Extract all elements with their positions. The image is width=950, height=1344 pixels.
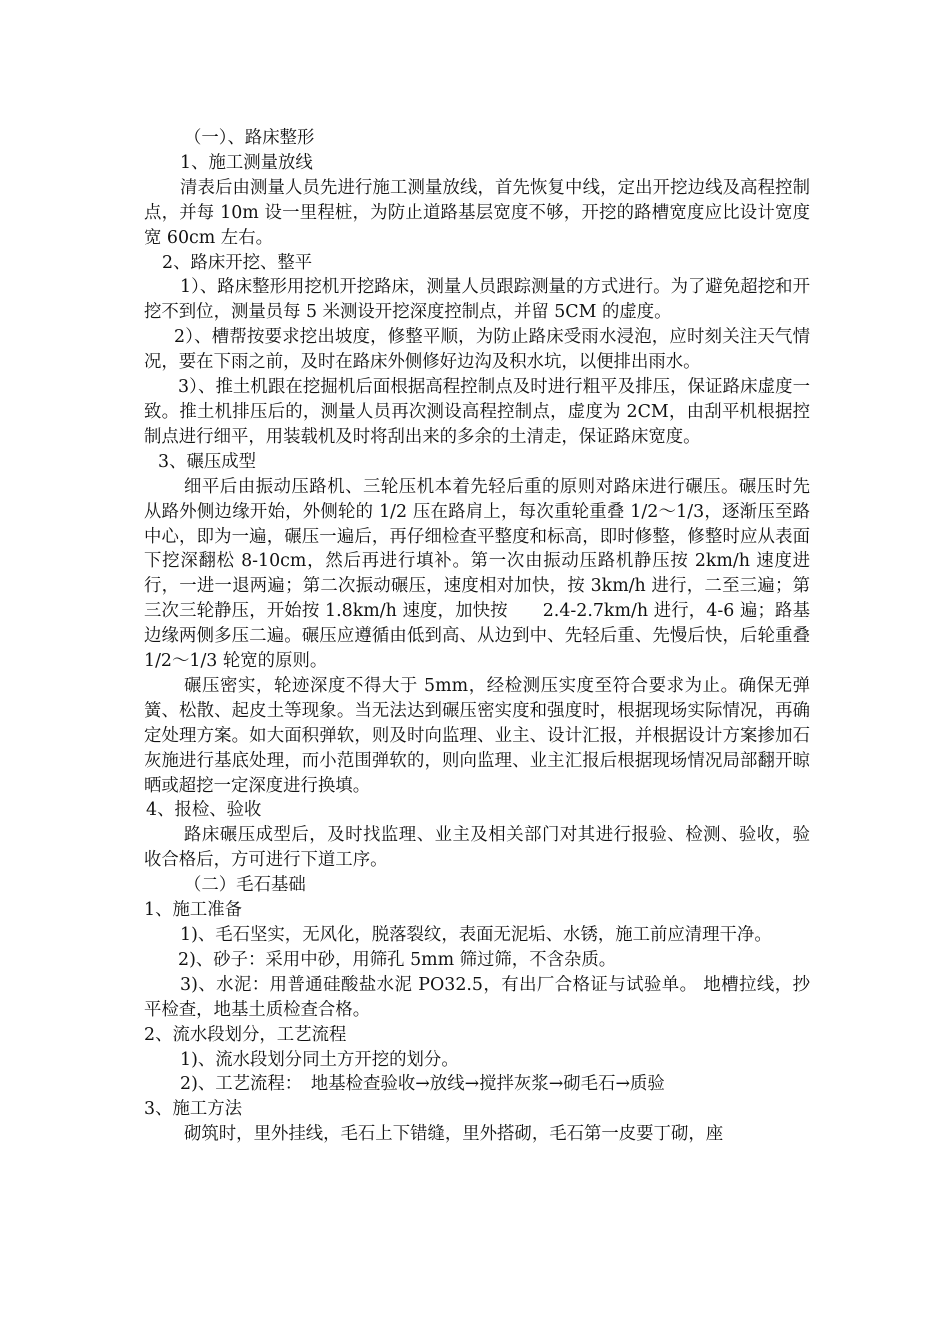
paragraph: 1）、路床整形用挖机开挖路床，测量人员跟踪测量的方式进行。为了避免超挖和开挖不到位，测量员每 5 米测设开挖深度控制点，并留 5CM 的虚度。 (144, 277, 810, 323)
subsection-heading: 3、施工方法 (144, 1099, 243, 1120)
paragraph: 砌筑时，里外挂线，毛石上下错缝，里外搭砌，毛石第一皮要丁砌，座 (184, 1124, 724, 1145)
paragraph: 清表后由测量人员先进行施工测量放线，首先恢复中线，定出开挖边线及高程控制点，并每 10m 设一里程桩，为防止道路基层宽度不够，开挖的路槽宽度应比设计宽度宽 60cm 左右。 (144, 177, 810, 248)
paragraph: 路床碾压成型后，及时找监理、业主及相关部门对其进行报验、检测、验收，验收合格后，方可进行下道工序。 (144, 825, 810, 871)
document-body (144, 126, 810, 1147)
subsection-heading: 2、流水段划分，工艺流程 (144, 1024, 347, 1045)
paragraph: 1)、流水段划分同土方开挖的划分。 (180, 1049, 459, 1070)
subsection-heading: 1、施工测量放线 (180, 152, 313, 173)
paragraph: 2）、槽帮按要求挖出坡度，修整平顺，为防止路床受雨水浸泡，应时刻关注天气情况，要在下雨之前，及时在路床外侧修好边沟及积水坑，以便排出雨水。 (144, 327, 810, 373)
paragraph: 3）、推土机跟在挖掘机后面根据高程控制点及时进行粗平及排压，保证路床虚度一致。推土机排压后的，测量人员再次测设高程控制点，虚度为 2CM，由刮平机根据控制点进行细平，用装载机及时将刮出来的多余的土清走，保证路床宽度。 (144, 377, 810, 447)
paragraph: 2)、工艺流程： 地基检查验收→放线→搅拌灰浆→砌毛石→质验 (180, 1074, 665, 1095)
paragraph: 3)、水泥：用普通硅酸盐水泥 PO32.5，有出厂合格证与试验单。 地槽拉线，抄平检查，地基土质检查合格。 (144, 974, 810, 1020)
paragraph: 细平后由振动压路机、三轮压机本着先轻后重的原则对路床进行碾压。碾压时先从路外侧边缘开始，外侧轮的 1/2 压在路肩上，每次重轮重叠 1/2～1/3，逐渐压至路中心，即为一遍，碾压一遍后，再仔细检查平整度和标高，即时修整，修整时应从表面下挖深翻松 8-10cm，然后再进行填补。第一次由振动压路机静压按 2km/h 速度进行，一进一退两遍；第二次振动碾压，速度相对加快，按 3km/h 进行，二至三遍；第三次三轮静压，开始按 1.8km/h 速度，加快按 2.4-2.7km/h 进行，4-6 遍；路基边缘两侧多压二遍。碾压应遵循由低到高、从边到中、先轻后重、先慢后快，后轮重叠 1/2～1/3 轮宽的原则。 (144, 476, 810, 672)
section-heading-1: （一）、路床整形 (184, 128, 315, 148)
paragraph: 碾压密实，轮迹深度不得大于 5mm，经检测压实度至符合要求为止。确保无弹簧、松散、起皮土等现象。当无法达到碾压密实度和强度时，根据现场实际情况，再确定处理方案。如大面积弹软，则及时向监理、业主、设计汇报，并根据设计方案掺加石灰施进行基底处理，而小范围弹软的，则向监理、业主汇报后根据现场情况局部翻开晾晒或超挖一定深度进行换填。 (144, 675, 810, 796)
paragraph: 2)、砂子：采用中砂，用筛孔 5mm 筛过筛，不含杂质。 (178, 949, 617, 970)
subsection-heading: 3、碾压成型 (158, 451, 257, 472)
subsection-heading: 1、施工准备 (144, 900, 243, 921)
section-heading-2: （二）毛石基础 (184, 875, 306, 896)
paragraph: 1)、毛石坚实，无风化，脱落裂纹，表面无泥垢、水锈，施工前应清理干净。 (180, 925, 772, 945)
subsection-heading: 4、报检、验收 (146, 800, 262, 821)
subsection-heading: 2、路床开挖、整平 (162, 252, 313, 273)
